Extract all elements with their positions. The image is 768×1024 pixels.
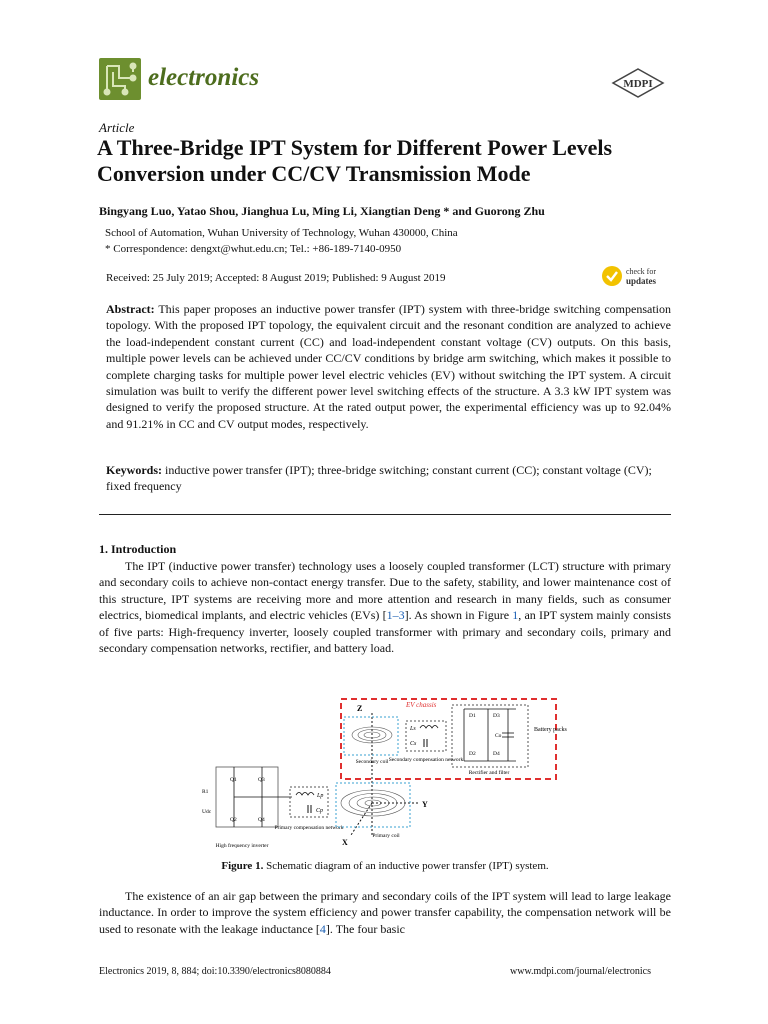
axis-y-label: Y bbox=[422, 800, 428, 809]
ev-chassis-label: EV chassis bbox=[406, 701, 437, 709]
ls-label: Ls bbox=[410, 726, 416, 732]
rectifier-label: Rectifier and filter bbox=[468, 770, 510, 776]
secondary-coil-label: Secondary coil bbox=[355, 759, 389, 765]
affiliation-block bbox=[105, 225, 458, 257]
citation-link-1[interactable]: 1 bbox=[386, 608, 393, 623]
publication-dates: Received: 25 July 2019; Accepted: 8 August 2019; Published: 9 August 2019 bbox=[106, 272, 446, 284]
paper-title: A Three-Bridge IPT System for Different Power Levels Conversion under CC/CV Transmission Mode bbox=[97, 135, 613, 186]
check-updates-line1: check for bbox=[626, 267, 656, 276]
citation-link-3[interactable]: 3 bbox=[398, 608, 405, 623]
p1-text-a: The IPT (inductive power transfer) technology uses a loosely coupled transformer (LCT) structure with primary and secondary coils to achieve non-contact energy transfer. Due to the safety, stability, and lower maintenance cost of this structure, IPT systems are receiving more and more attention and research in many fields, such as consumer electrics, biomedical implants, and electric vehicles (EVs) [ bbox=[99, 559, 671, 623]
cs-label: Cs bbox=[410, 741, 417, 747]
footer-url[interactable]: www.mdpi.com/journal/electronics bbox=[510, 966, 651, 977]
footer-citation: Electronics 2019, 8, 884; doi:10.3390/electronics8080884 bbox=[99, 966, 331, 977]
d4-label: D4 bbox=[493, 751, 500, 757]
udc-label: Udc bbox=[202, 809, 212, 815]
q3-label: Q3 bbox=[258, 777, 265, 783]
keywords-label: Keywords: bbox=[106, 463, 162, 477]
ev-chassis-box bbox=[341, 699, 556, 779]
check-for-updates-badge[interactable] bbox=[601, 263, 671, 289]
figure-link-1[interactable]: 1 bbox=[512, 608, 519, 623]
primary-coil-label: Primary coil bbox=[372, 833, 400, 839]
affiliation: School of Automation, Wuhan University of Technology, Wuhan 430000, China bbox=[105, 227, 458, 239]
q4-label: Q4 bbox=[258, 817, 265, 823]
lp-label: Lp bbox=[317, 793, 324, 799]
abstract-label: Abstract: bbox=[106, 302, 155, 316]
journal-name: electronics bbox=[148, 64, 260, 91]
p1-text-b: ]. As shown in Figure bbox=[404, 608, 513, 623]
caption-label: Figure 1. bbox=[221, 860, 264, 872]
r1-label: R1 bbox=[202, 789, 209, 795]
d3-label: D3 bbox=[493, 713, 500, 719]
check-updates-line2: updates bbox=[626, 276, 657, 286]
caption-text: Schematic diagram of an inductive power transfer (IPT) system. bbox=[263, 860, 549, 872]
d1-label: D1 bbox=[469, 713, 476, 719]
secondary-comp-label: Secondary compensation network bbox=[388, 757, 464, 763]
intro-paragraph-1 bbox=[99, 558, 671, 656]
article-type: Article bbox=[99, 120, 135, 135]
section-heading: 1. Introduction bbox=[99, 542, 177, 556]
mdpi-logo bbox=[611, 68, 665, 98]
rectifier-box bbox=[452, 705, 528, 767]
p2-text-a: The existence of an air gap between the primary and secondary coils of the IPT system will lead to large leakage inductance. In order to improve the system efficiency and power transfer capability, the compensation network will be used to resonate with the leakage inductance [ bbox=[99, 889, 671, 936]
primary-comp-label: Primary compensation network bbox=[274, 825, 344, 831]
citation-link-4[interactable]: 4 bbox=[319, 921, 326, 936]
cp-label: Cp bbox=[316, 808, 324, 814]
primary-coil-box bbox=[336, 783, 410, 827]
figure-caption bbox=[99, 860, 671, 872]
d2-label: D2 bbox=[469, 751, 476, 757]
keywords-text: inductive power transfer (IPT); three-bridge switching; constant current (CC); constant voltage (CV); fixed frequency bbox=[106, 463, 652, 494]
abstract-text: This paper proposes an inductive power transfer (IPT) system with three-bridge switching compensation topology. With the proposed IPT topology, the equivalent circuit and the resonant condition are analyzed to achieve the load-independent constant current (CC) and load-independent constant voltage (CV) outputs. On this basis, multiple power levels can be achieved under CC/CV conditions by bridge arm switching, which makes it possible to complete charging tasks for multiple power level electric vehicles (EV) without switching the IPT system. A circuit simulation was built to verify the different power level switching effects of the structure. A 3.3 kW IPT system was designed to verify the proposed structure. At the rated output power, the experimental efficiency was up to 92.04% and 91.21% in CC and CV output modes, respectively. bbox=[106, 302, 671, 431]
p2-text-b: ]. The four basic bbox=[325, 921, 406, 936]
q1-label: Q1 bbox=[230, 777, 237, 783]
figure-1-diagram bbox=[196, 695, 568, 853]
keywords bbox=[106, 462, 671, 495]
section-divider bbox=[99, 514, 671, 515]
mdpi-text: MDPI bbox=[623, 78, 653, 90]
axis-x-label: X bbox=[342, 838, 348, 847]
check-updates-icon bbox=[602, 266, 622, 286]
axis-z-label: Z bbox=[357, 704, 363, 713]
intro-paragraph-2 bbox=[99, 888, 671, 937]
inverter-label: High frequency inverter bbox=[215, 843, 269, 849]
co-label: Co bbox=[495, 733, 502, 739]
author-list: Bingyang Luo, Yatao Shou, Jianghua Lu, Ming Li, Xiangtian Deng * and Guorong Zhu bbox=[99, 204, 545, 218]
abstract bbox=[106, 301, 671, 432]
p1-text-c: , an IPT system mainly consists of five parts: High-frequency inverter, loosely coupled transformer with primary and secondary coils, primary and secondary compensation networks, rectifier, and battery load. bbox=[99, 608, 672, 656]
battery-label: Battery packs bbox=[534, 727, 567, 733]
journal-logo bbox=[99, 58, 141, 100]
citation-dash: – bbox=[392, 608, 399, 623]
correspondence: * Correspondence: dengxt@whut.edu.cn; Tel.: +86-189-7140-0950 bbox=[105, 243, 402, 255]
q2-label: Q2 bbox=[230, 817, 237, 823]
